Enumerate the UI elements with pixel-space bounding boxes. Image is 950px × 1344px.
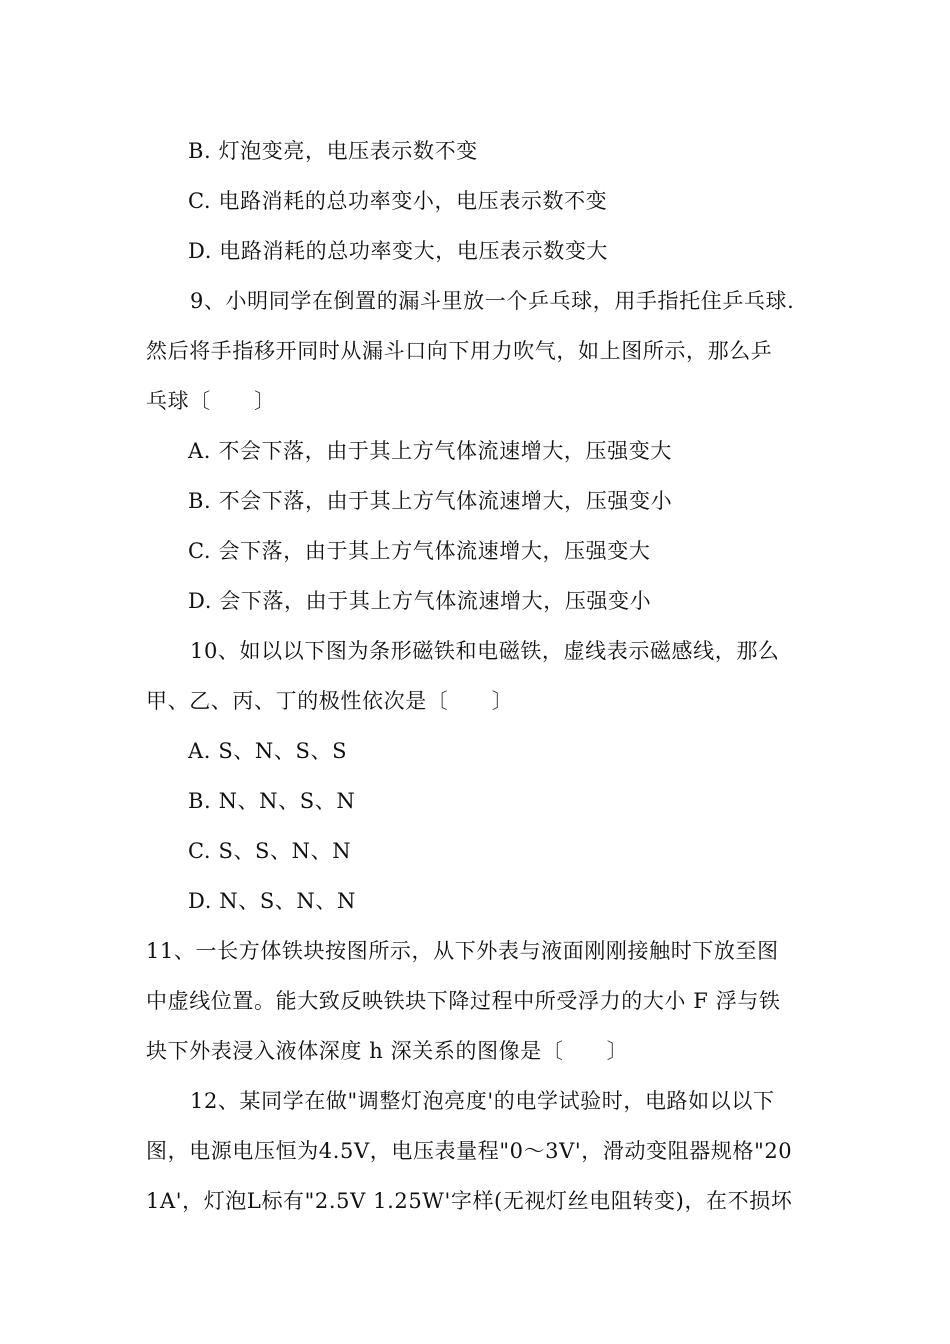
q10-text-line-1: 10、如以以下图为条形磁铁和电磁铁，虚线表示磁感线，那么	[190, 639, 780, 663]
q12-text-line-1: 12、某同学在做"调整灯泡亮度'的电学试验时，电路如以以下	[190, 1089, 775, 1113]
q10-option-b: B. N、N、S、N	[188, 789, 356, 813]
q10-option-c: C. S、S、N、N	[188, 839, 352, 863]
q8-option-c: C. 电路消耗的总功率变小，电压表示数不变	[188, 189, 608, 213]
q11-text-line-1: 11、一长方体铁块按图所示，从下外表与液面刚刚接触时下放至图	[146, 939, 779, 963]
q9-text-line-3: 乓球〔 〕	[146, 389, 276, 413]
q12-text-line-2: 图，电源电压恒为4.5V，电压表量程"0～3V'，滑动变阻器规格"20	[146, 1139, 793, 1163]
q9-option-a: A. 不会下落，由于其上方气体流速增大，压强变大	[188, 439, 672, 463]
q8-option-d: D. 电路消耗的总功率变大，电压表示数变大	[188, 239, 609, 263]
q12-text-line-3: 1A'，灯泡L标有"2.5V 1.25W'字样(无视灯丝电阻转变)，在不损坏	[146, 1189, 793, 1213]
q10-text-line-2: 甲、乙、丙、丁的极性依次是〔 〕	[146, 689, 514, 713]
q9-text-line-1: 9、小明同学在倒置的漏斗里放一个乒乓球，用手指托住乒乓球.	[190, 289, 795, 313]
q10-option-d: D. N、S、N、N	[188, 889, 356, 913]
q9-option-b: B. 不会下落，由于其上方气体流速增大，压强变小	[188, 489, 673, 513]
q9-option-c: C. 会下落，由于其上方气体流速增大，压强变大	[188, 539, 651, 563]
q8-option-b: B. 灯泡变亮，电压表示数不变	[188, 139, 478, 163]
q9-option-d: D. 会下落，由于其上方气体流速增大，压强变小	[188, 589, 652, 613]
q9-text-line-2: 然后将手指移开同时从漏斗口向下用力吹气，如上图所示，那么乒	[146, 339, 773, 363]
q10-option-a: A. S、N、S、S	[188, 739, 348, 763]
q11-text-line-2: 中虚线位置。能大致反映铁块下降过程中所受浮力的大小 F 浮与铁	[146, 989, 781, 1013]
q11-text-line-3: 块下外表浸入液体深度 h 深关系的图像是〔 〕	[146, 1039, 629, 1063]
